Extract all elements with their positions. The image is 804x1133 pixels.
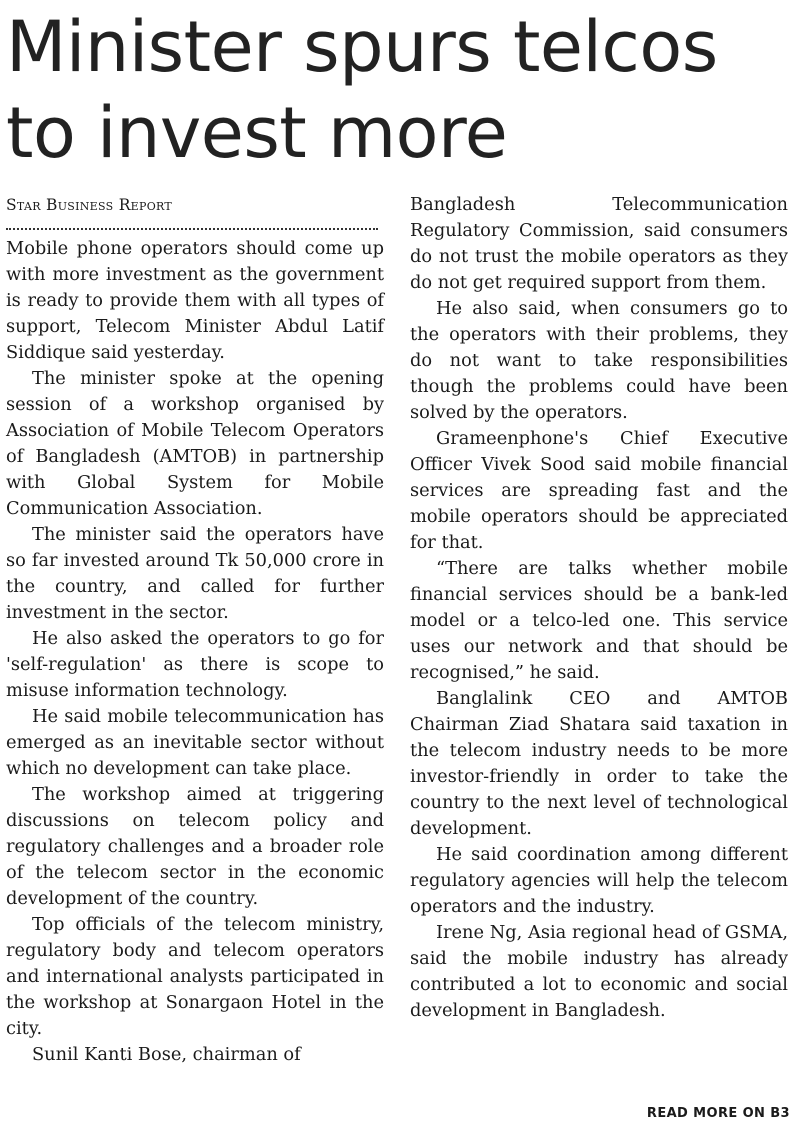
byline-divider [6, 226, 378, 230]
left-column [6, 192, 384, 1068]
paragraph: “There are talks whether mobile financial services should be a bank-led model or a telco-led one. This service uses our network and that should be recognised,” he said. [410, 558, 788, 683]
byline: Star Business Report [6, 196, 173, 214]
paragraph: Sunil Kanti Bose, chairman of [32, 1044, 301, 1065]
paragraph: Top officials of the telecom ministry, regulatory body and telecom operators and international analysts participated in the workshop at Sonargaon Hotel in the city. [6, 914, 384, 1039]
paragraph: He said mobile telecommunication has emerged as an inevitable sector without which no development can take place. [6, 706, 384, 779]
headline: Minister spurs telcos to invest more [6, 6, 718, 174]
paragraph: Irene Ng, Asia regional head of GSMA, said the mobile industry has already contributed a lot to economic and social development in Bangladesh. [410, 922, 788, 1021]
paragraph: He also said, when consumers go to the operators with their problems, they do not want to take responsibilities though the problems could have been solved by the operators. [410, 298, 788, 423]
read-more-link[interactable]: READ MORE ON B3 [646, 1106, 790, 1121]
paragraph: The workshop aimed at triggering discussions on telecom policy and regulatory challenges and a broader role of the telecom sector in the economic development of the country. [6, 784, 384, 909]
paragraph: Grameenphone's Chief Executive Officer Vivek Sood said mobile financial services are spreading fast and the mobile operators should be appreciated for that. [410, 428, 788, 553]
right-column [410, 192, 788, 1024]
paragraph: He said coordination among different regulatory agencies will help the telecom operators and the industry. [410, 844, 788, 917]
paragraph: The minister said the operators have so far invested around Tk 50,000 crore in the country, and called for further investment in the sector. [6, 524, 384, 623]
paragraph: He also asked the operators to go for 'self-regulation' as there is scope to misuse information technology. [6, 628, 384, 701]
paragraph: Bangladesh Telecommunication Regulatory Commission, said consumers do not trust the mobile operators as they do not get required support from them. [410, 194, 788, 293]
paragraph: The minister spoke at the opening session of a workshop organised by Association of Mobile Telecom Operators of Bangladesh (AMTOB) in partnership with Global System for Mobile Communication Association. [6, 368, 384, 519]
paragraph: Mobile phone operators should come up with more investment as the government is ready to provide them with all types of support, Telecom Minister Abdul Latif Siddique said yesterday. [6, 238, 384, 363]
paragraph: Banglalink CEO and AMTOB Chairman Ziad Shatara said taxation in the telecom industry needs to be more investor-friendly in order to take the country to the next level of technological development. [410, 688, 788, 839]
